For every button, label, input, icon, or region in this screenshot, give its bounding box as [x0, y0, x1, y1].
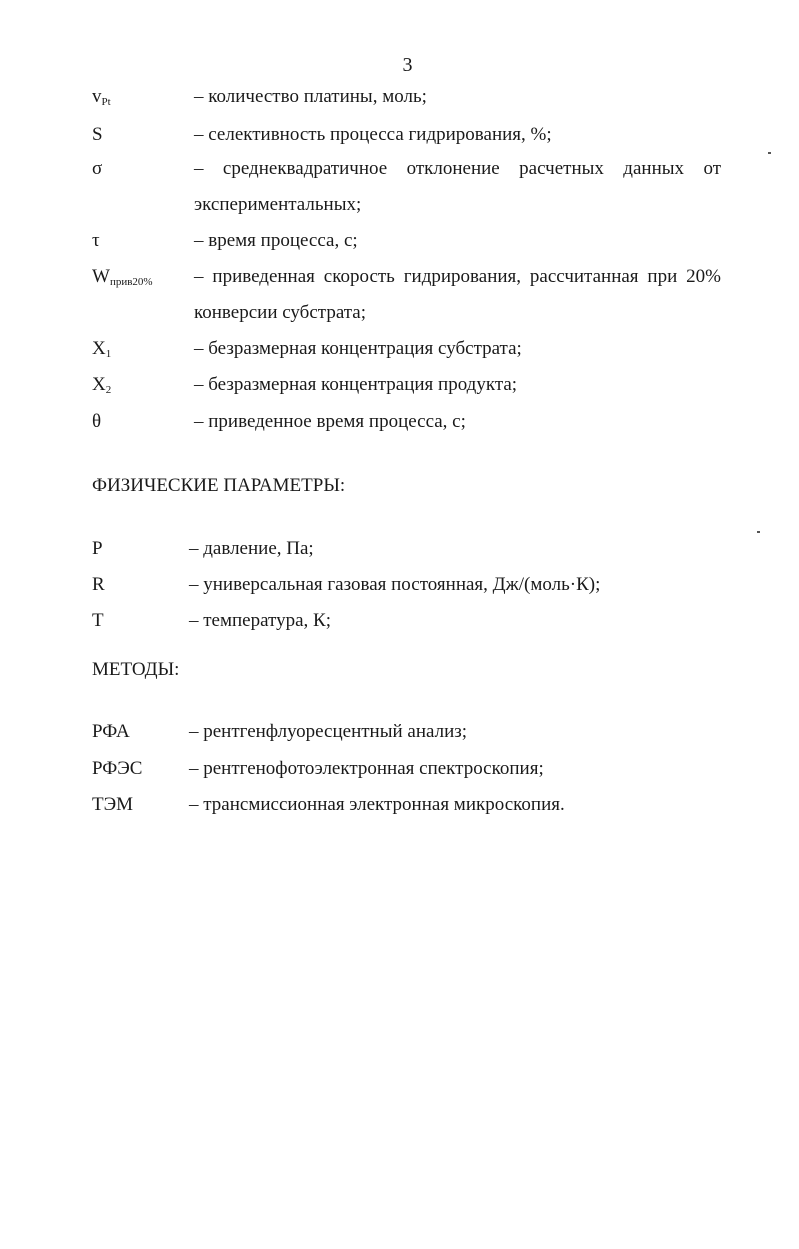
scan-speck	[768, 152, 771, 154]
notation-row-w	[0, 266, 799, 296]
method-row-rfa	[0, 721, 799, 751]
page-number: 3	[402, 54, 413, 76]
physical-symbol: T	[92, 610, 104, 631]
physical-description: – температура, К;	[189, 610, 331, 631]
notation-symbol: S	[92, 124, 103, 145]
notation-row-theta	[0, 411, 799, 441]
physical-row-p	[0, 538, 799, 568]
method-description: – рентгенофотоэлектронная спектроскопия;	[189, 758, 544, 779]
physical-symbol: P	[92, 538, 103, 559]
notation-row-sigma-continued	[0, 194, 799, 224]
notation-row-tau	[0, 230, 799, 260]
notation-symbol: σ	[92, 158, 103, 179]
notation-description: – среднеквадратичное отклонение расчетных данных от	[194, 158, 721, 179]
notation-row-x1	[0, 338, 799, 368]
physical-row-r	[0, 574, 799, 604]
notation-description-continued: конверсии субстрата;	[194, 302, 367, 323]
method-description: – трансмиссионная электронная микроскопия.	[189, 794, 565, 815]
notation-description: – приведенная скорость гидрирования, рассчитанная при 20%	[194, 266, 721, 287]
notation-symbol: τ	[92, 230, 100, 251]
physical-row-t	[0, 610, 799, 640]
notation-row-v-pt	[0, 86, 799, 116]
notation-symbol: θ	[92, 411, 102, 432]
method-row-rfes	[0, 758, 799, 788]
notation-description: – приведенное время процесса, с;	[194, 411, 466, 432]
physical-parameters-heading: ФИЗИЧЕСКИЕ ПАРАМЕТРЫ:	[92, 475, 346, 496]
physical-description: – давление, Па;	[189, 538, 314, 559]
notation-description: – безразмерная концентрация продукта;	[194, 374, 518, 395]
notation-row-s	[0, 124, 799, 154]
notation-description: – безразмерная концентрация субстрата;	[194, 338, 522, 359]
scan-speck	[757, 531, 760, 533]
physical-description: – универсальная газовая постоянная, Дж/(моль·К);	[189, 574, 601, 595]
method-abbreviation: РФЭС	[92, 758, 143, 779]
method-description: – рентгенфлуоресцентный анализ;	[189, 721, 468, 742]
method-row-tem	[0, 794, 799, 824]
notation-symbol: $X_2$	[92, 374, 112, 396]
notation-description: – время процесса, с;	[194, 230, 358, 251]
physical-symbol: R	[92, 574, 105, 595]
notation-description-continued: экспериментальных;	[194, 194, 362, 215]
notation-symbol: $v_{Pt}$	[92, 86, 111, 108]
notation-row-w-continued	[0, 302, 799, 332]
notation-row-sigma	[0, 158, 799, 188]
notation-symbol: $X_1$	[92, 338, 112, 360]
notation-symbol: $W_{прив20\%}$	[92, 266, 153, 288]
notation-description: – селективность процесса гидрирования, %;	[194, 124, 552, 145]
method-abbreviation: РФА	[92, 721, 130, 742]
notation-description: – количество платины, моль;	[194, 86, 427, 107]
notation-row-x2	[0, 374, 799, 404]
method-abbreviation: ТЭМ	[92, 794, 134, 815]
methods-heading: МЕТОДЫ:	[92, 659, 180, 680]
